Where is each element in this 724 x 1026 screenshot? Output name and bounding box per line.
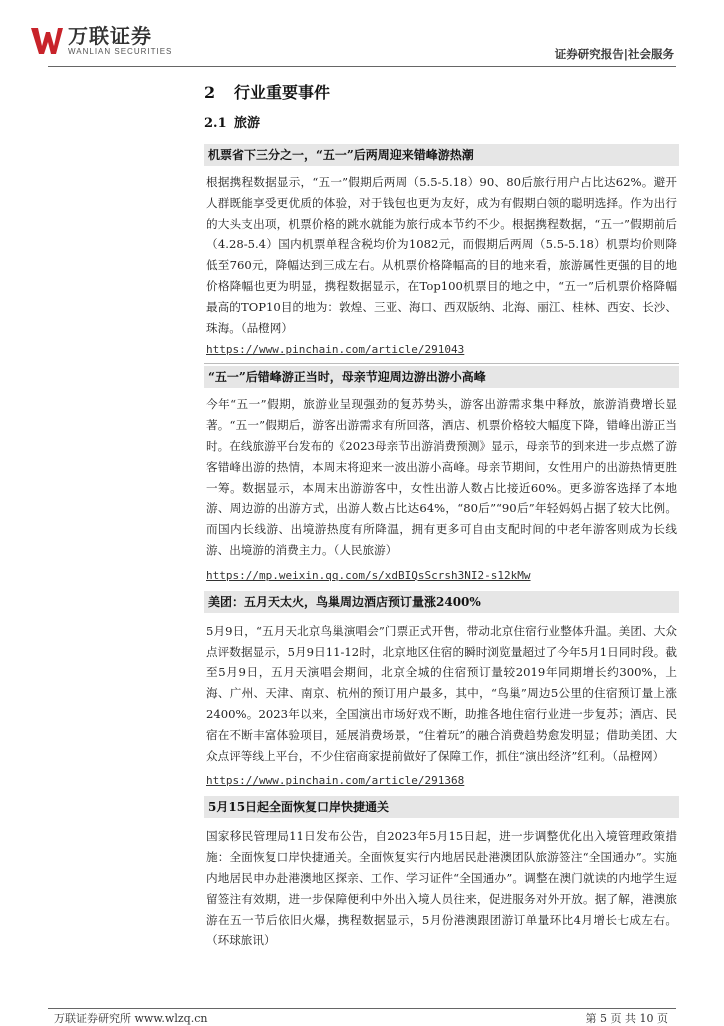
- news-title: “五一”后错峰游正当时，母亲节迎周边游出游小高峰: [204, 366, 679, 388]
- page-number: 第 5 页 共 10 页: [585, 1012, 668, 1025]
- subsection-number: 2.1: [204, 116, 227, 131]
- news-separator: [204, 363, 679, 364]
- subsection-heading: [204, 114, 679, 134]
- news-source-link[interactable]: https://www.pinchain.com/article/291043: [206, 343, 465, 357]
- logo-english-name: WANLIAN SECURITIES: [68, 47, 173, 56]
- report-content: [204, 82, 679, 951]
- news-source-link[interactable]: https://mp.weixin.qq.com/s/xdBIQsScrsh3NI2-s12kMw: [206, 568, 531, 582]
- document-type: 证券研究报告|社会服务: [554, 47, 674, 61]
- news-item: [204, 796, 679, 951]
- news-item: [204, 144, 679, 359]
- news-body: 5月9日，“五月天北京鸟巢演唱会”门票正式开售，带动北京住宿行业整体升温。美团、大众点评数据显示，5月9日11-12时，北京地区住宿的瞬时浏览量超过了今年5月1日同时段。截至5月9日，五月天演唱会期间，北京全城的住宿预订量较2019年同期增长约300%，上海、广州、天津、南京、杭州的预订用户最多，其中，“鸟巢”周边5公里的住宿预订量上涨2400%。2023年以来，全国演出市场好戏不断，助推各地住宿行业进一步复苏；酒店、民宿在不断丰富体验项目，延展消费场景，“住着玩”的融合消费趋势愈发明显；借助美团、大众点评等线上平台，不少住宿商家提前做好了保障工作，抓住“演出经济”红利。（品橙网）: [206, 623, 677, 763]
- news-body: 根据携程数据显示，“五一”假期后两周（5.5-5.18）90、80后旅行用户占比达62%。避开人群既能享受更优质的体验，对于钱包也更为友好，成为有假期白领的聪明选择。作为出行的大头支出项，机票价格的跳水就能为旅行成本节约不少。根据携程数据，“五一”假期前后（4.28-5.4）国内机票单程含税均价为1082元，而假期后两周（5.5-5.18）机票均价则降低至760元，降幅达到三成左右。从机票价格降幅高的目的地来看，旅游属性更强的目的地价格降幅也更为明显，携程数据显示，在Top100机票目的地之中，“五一”后机票价格降幅最高的TOP10目的地为：敦煌、三亚、海口、西双版纳、北海、丽江、桂林、西安、长沙、珠海。（品橙网）: [206, 175, 677, 335]
- news-source-link[interactable]: https://www.pinchain.com/article/291368: [206, 774, 465, 788]
- section-title: 行业重要事件: [234, 83, 331, 102]
- news-body: 今年“五一”假期，旅游业呈现强劲的复苏势头，游客出游需求集中释放，旅游消费增长显著。“五一”假期后，游客出游需求有所回落，酒店、机票价格较大幅度下降，错峰出游正当时。在线旅游平台发布的《2023母亲节出游消费预测》显示，母亲节的到来进一步点燃了游客错峰出游的热情，本周末将迎来一波出游小高峰。母亲节期间，女性用户的出游热情更胜一筹。数据显示，本周末出游游客中，女性出游人数占比接近60%。更多游客选择了本地游、周边游的出游方式，出游人数占比达64%，“80后”“90后”年轻妈妈占据了较大比例。而国内长线游、出境游热度有所降温，拥有更多可自由支配时间的中老年游客则成为长线游、出境游的消费主力。（人民旅游）: [206, 397, 677, 557]
- section-heading: [204, 82, 679, 104]
- footer-company: 万联证券研究所 www.wlzq.cn: [54, 1012, 208, 1025]
- page-header: [0, 0, 724, 72]
- wanlian-logo-icon: [30, 24, 64, 58]
- news-item: [204, 591, 679, 791]
- header-divider: [48, 66, 676, 67]
- footer-divider: [48, 1008, 676, 1009]
- company-logo: [30, 24, 172, 58]
- logo-chinese-name: 万联证券: [68, 24, 152, 48]
- news-item: [204, 363, 679, 584]
- news-title: 机票省下三分之一，“五一”后两周迎来错峰游热潮: [204, 144, 679, 166]
- news-title: 5月15日起全面恢复口岸快捷通关: [204, 796, 679, 818]
- subsection-title: 旅游: [234, 116, 261, 131]
- section-number: 2: [204, 83, 216, 102]
- news-body: 国家移民管理局11日发布公告，自2023年5月15日起，进一步调整优化出入境管理政策措施：全面恢复口岸快捷通关。全面恢复实行内地居民赴港澳团队旅游签注“全国通办”。实施内地居民申办赴港澳地区探亲、工作、学习证件“全国通办”。调整在澳门就读的内地学生逗留签注有效期，进一步保障便利中外出入境人员往来，促进服务对外开放。据了解，港澳旅游在五一节后依旧火爆，携程数据显示，5月份港澳跟团游订单量环比4月增长七成左右。（环球旅讯）: [206, 829, 677, 948]
- news-title: 美团：五月天太火，鸟巢周边酒店预订量涨2400%: [204, 591, 679, 613]
